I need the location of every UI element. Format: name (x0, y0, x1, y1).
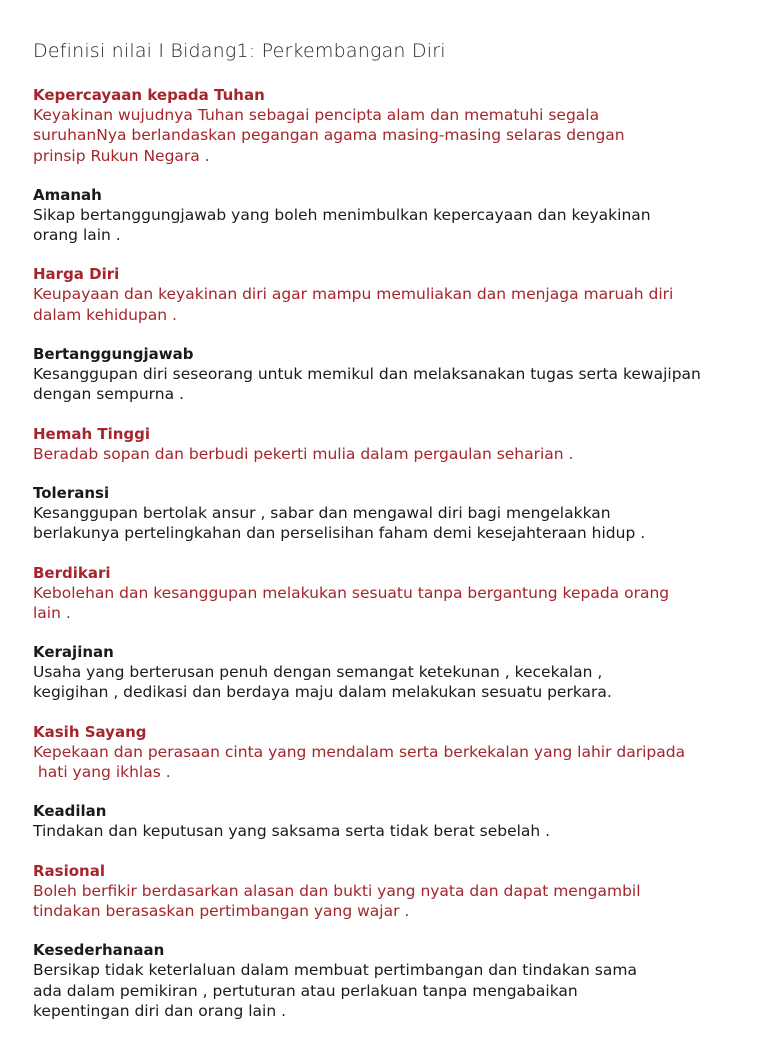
definition-text-line: kegigihan , dedikasi dan berdaya maju dalam melakukan sesuatu perkara. (33, 683, 612, 702)
definition-entry (33, 185, 763, 246)
definition-text-line: lain . (33, 603, 71, 622)
definition-text-line: Keyakinan wujudnya Tuhan sebagai pencipta alam dan mematuhi segala (33, 106, 600, 124)
document-page (33, 38, 763, 1040)
definition-text-line: Kepekaan dan perasaan cinta yang mendalam serta berkekalan yang lahir daripada (33, 742, 686, 761)
definition-entry (33, 801, 763, 841)
definition-text-line: Beradab sopan dan berbudi pekerti mulia dalam pergaulan seharian . (33, 444, 574, 463)
definition-term: Kasih Sayang (33, 722, 147, 741)
definition-text-line: Bersikap tidak keterlaluan dalam membuat pertimbangan dan tindakan sama (33, 961, 637, 980)
definition-text-line: Boleh berfikir berdasarkan alasan dan bukti yang nyata dan dapat mengambil (33, 881, 641, 900)
definition-entry (33, 424, 763, 464)
definition-entry (33, 264, 763, 325)
definition-entry (33, 940, 763, 1021)
definition-text-line: dalam kehidupan . (33, 305, 177, 324)
definition-text-line: tindakan berasaskan pertimbangan yang wajar . (33, 901, 410, 920)
definition-text-line: kepentingan diri dan orang lain . (33, 1001, 287, 1020)
definition-term: Rasional (33, 861, 105, 880)
definition-text-line: hati yang ikhlas . (33, 763, 171, 782)
definition-text-line: Kebolehan dan kesanggupan melakukan sesuatu tanpa bergantung kepada orang (33, 583, 670, 602)
definition-entry (33, 483, 763, 544)
definition-text-line: berlakunya pertelingkahan dan perselisihan faham demi kesejahteraan hidup . (33, 524, 646, 543)
definition-term: Kerajinan (33, 643, 114, 662)
definition-term: Amanah (33, 185, 102, 204)
definition-entry (33, 642, 763, 703)
definition-term: Berdikari (33, 563, 111, 582)
definition-entry (33, 861, 763, 922)
definition-term: Keadilan (33, 802, 107, 821)
definition-text-line: ada dalam pemikiran , pertuturan atau perlakuan tanpa mengabaikan (33, 981, 578, 1000)
definition-text-line: dengan sempurna . (33, 385, 184, 404)
definition-entry (33, 563, 763, 624)
definition-text-line: Keupayaan dan keyakinan diri agar mampu memuliakan dan menjaga maruah diri (33, 285, 674, 304)
definition-text-line: Kesanggupan bertolak ansur , sabar dan mengawal diri bagi mengelakkan (33, 503, 611, 522)
definition-text-line: Kesanggupan diri seseorang untuk memikul dan melaksanakan tugas serta kewajipan (33, 365, 701, 384)
definition-text-line: prinsip Rukun Negara . (33, 146, 210, 165)
definition-text-line: suruhanNya berlandaskan pegangan agama masing-masing selaras dengan (33, 126, 625, 145)
definition-entry (33, 722, 763, 783)
definition-term: Bertanggungjawab (33, 345, 194, 364)
definition-list (33, 85, 763, 1021)
definition-term: Harga Diri (33, 265, 120, 284)
definition-text-line: Sikap bertanggungjawab yang boleh menimbulkan kepercayaan dan keyakinan (33, 205, 651, 224)
definition-term: Toleransi (33, 483, 110, 502)
definition-term: Kesederhanaan (33, 941, 165, 960)
document-title: Definisi nilai I Bidang1: Perkembangan Diri (33, 40, 446, 62)
definition-entry (33, 344, 763, 405)
definition-text-line: Tindakan dan keputusan yang saksama serta tidak berat sebelah . (33, 822, 551, 841)
definition-text-line: Usaha yang berterusan penuh dengan semangat ketekunan , kecekalan , (33, 663, 603, 682)
definition-term: Hemah Tinggi (33, 424, 151, 443)
definition-term: Kepercayaan kepada Tuhan (33, 86, 265, 104)
definition-entry (33, 85, 763, 166)
definition-text-line: orang lain . (33, 226, 121, 245)
